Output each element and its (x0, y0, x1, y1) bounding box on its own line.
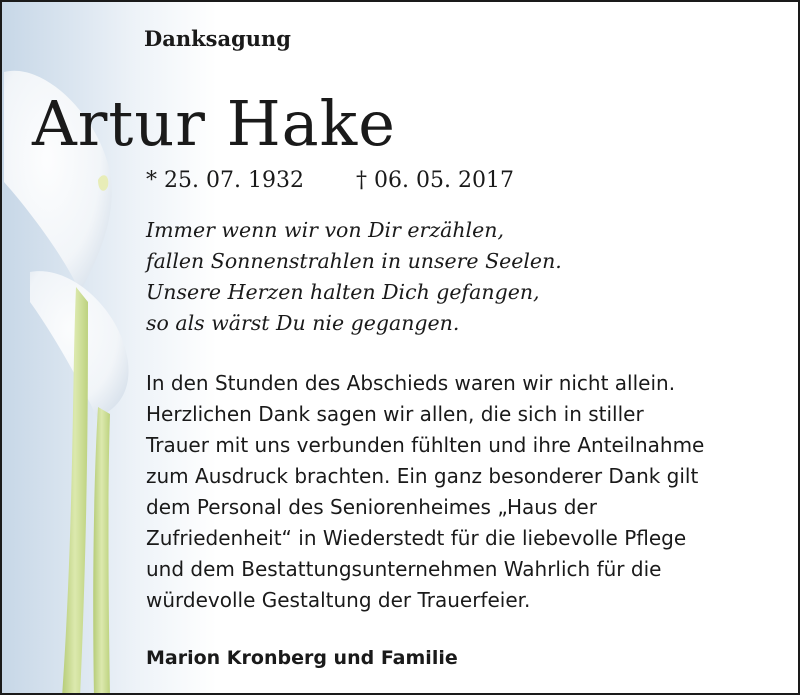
thanks-line: Zufriedenheit“ in Wiederstedt für die liebevolle Pflege (146, 526, 687, 550)
thanks-paragraph (146, 368, 704, 616)
thanks-line: zum Ausdruck brachten. Ein ganz besonderer Dank gilt (146, 464, 699, 488)
deceased-name: Artur Hake (32, 87, 396, 160)
poem-line: Unsere Herzen halten Dich gefangen, (146, 280, 540, 304)
thanks-line: Trauer mit uns verbunden fühlten und ihre Anteilnahme (146, 433, 705, 457)
death-date: † 06. 05. 2017 (356, 168, 514, 193)
thanks-line: dem Personal des Seniorenheimes „Haus der (146, 495, 597, 519)
thanks-line: In den Stunden des Abschieds waren wir nicht allein. (146, 371, 676, 395)
poem-line: so als wärst Du nie gegangen. (146, 311, 460, 335)
thanks-line: Herzlichen Dank sagen wir allen, die sich in stiller (146, 402, 644, 426)
thanks-line: und dem Bestattungsunternehmen Wahrlich für die (146, 557, 662, 581)
thanks-line: würdevolle Gestaltung der Trauerfeier. (146, 588, 531, 612)
notice-heading: Danksagung (144, 26, 291, 51)
poem-line: Immer wenn wir von Dir erzählen, (146, 218, 504, 242)
signature: Marion Kronberg und Familie (146, 647, 458, 669)
poem-line: fallen Sonnenstrahlen in unsere Seelen. (146, 249, 562, 273)
birth-date: * 25. 07. 1932 (146, 168, 304, 193)
memorial-poem (146, 215, 562, 339)
